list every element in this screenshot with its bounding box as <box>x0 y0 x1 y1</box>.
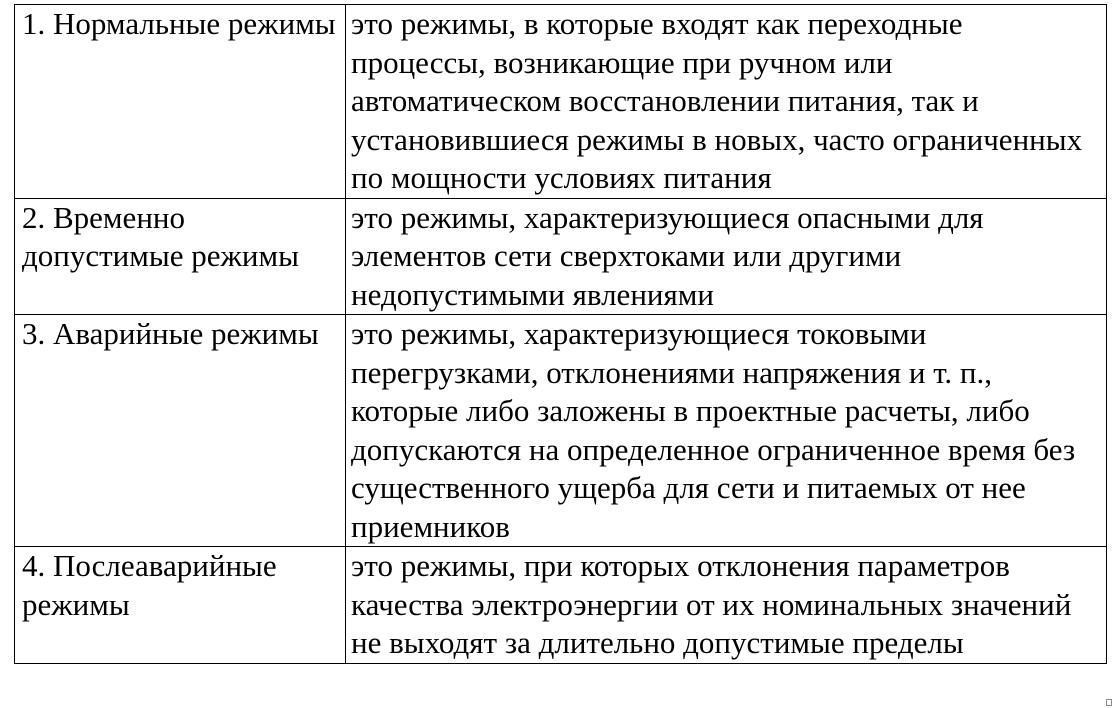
table-resize-handle[interactable] <box>1106 699 1112 706</box>
term-cell <box>15 315 346 547</box>
definition-cell <box>346 5 1107 199</box>
term-cell <box>15 547 346 664</box>
definition-text: это режимы, при которых отклонения параметров качества электроэнергии от их номинальных значений не выходят за длительно допустимые пределы <box>351 548 1072 660</box>
term-text: 2. Временно допустимые режимы <box>22 199 299 273</box>
definition-text: это режимы, в которые входят как переходные процессы, возникающие при ручном или автоматическом восстановлении питания, так и установившиеся режимы в новых, часто ограниченных по мощности условиях питания <box>351 6 1083 195</box>
table-row <box>15 547 1107 664</box>
definition-text: это режимы, характеризующиеся опасными для элементов сети сверхтоками или другими недопустимыми явлениями <box>351 199 984 312</box>
definition-cell <box>346 547 1107 664</box>
table-row <box>15 315 1107 547</box>
term-text: 4. Послеаварийные режимы <box>22 548 277 622</box>
definition-text: это режимы, характеризующиеся токовыми перегрузками, отклонениями напряжения и т. п., которые либо заложены в проектные расчеты, либо допускаются на определенное ограниченное время без существенного ущерба для сети и питаемых от нее приемников <box>351 316 1076 544</box>
term-cell <box>15 198 346 315</box>
definition-cell <box>346 198 1107 315</box>
term-text: 3. Аварийные режимы <box>22 316 319 351</box>
table-row <box>15 198 1107 315</box>
table-row <box>15 5 1107 199</box>
term-cell <box>15 5 346 199</box>
definition-cell <box>346 315 1107 547</box>
definitions-table <box>14 4 1107 664</box>
term-text: 1. Нормальные режимы <box>22 6 336 41</box>
